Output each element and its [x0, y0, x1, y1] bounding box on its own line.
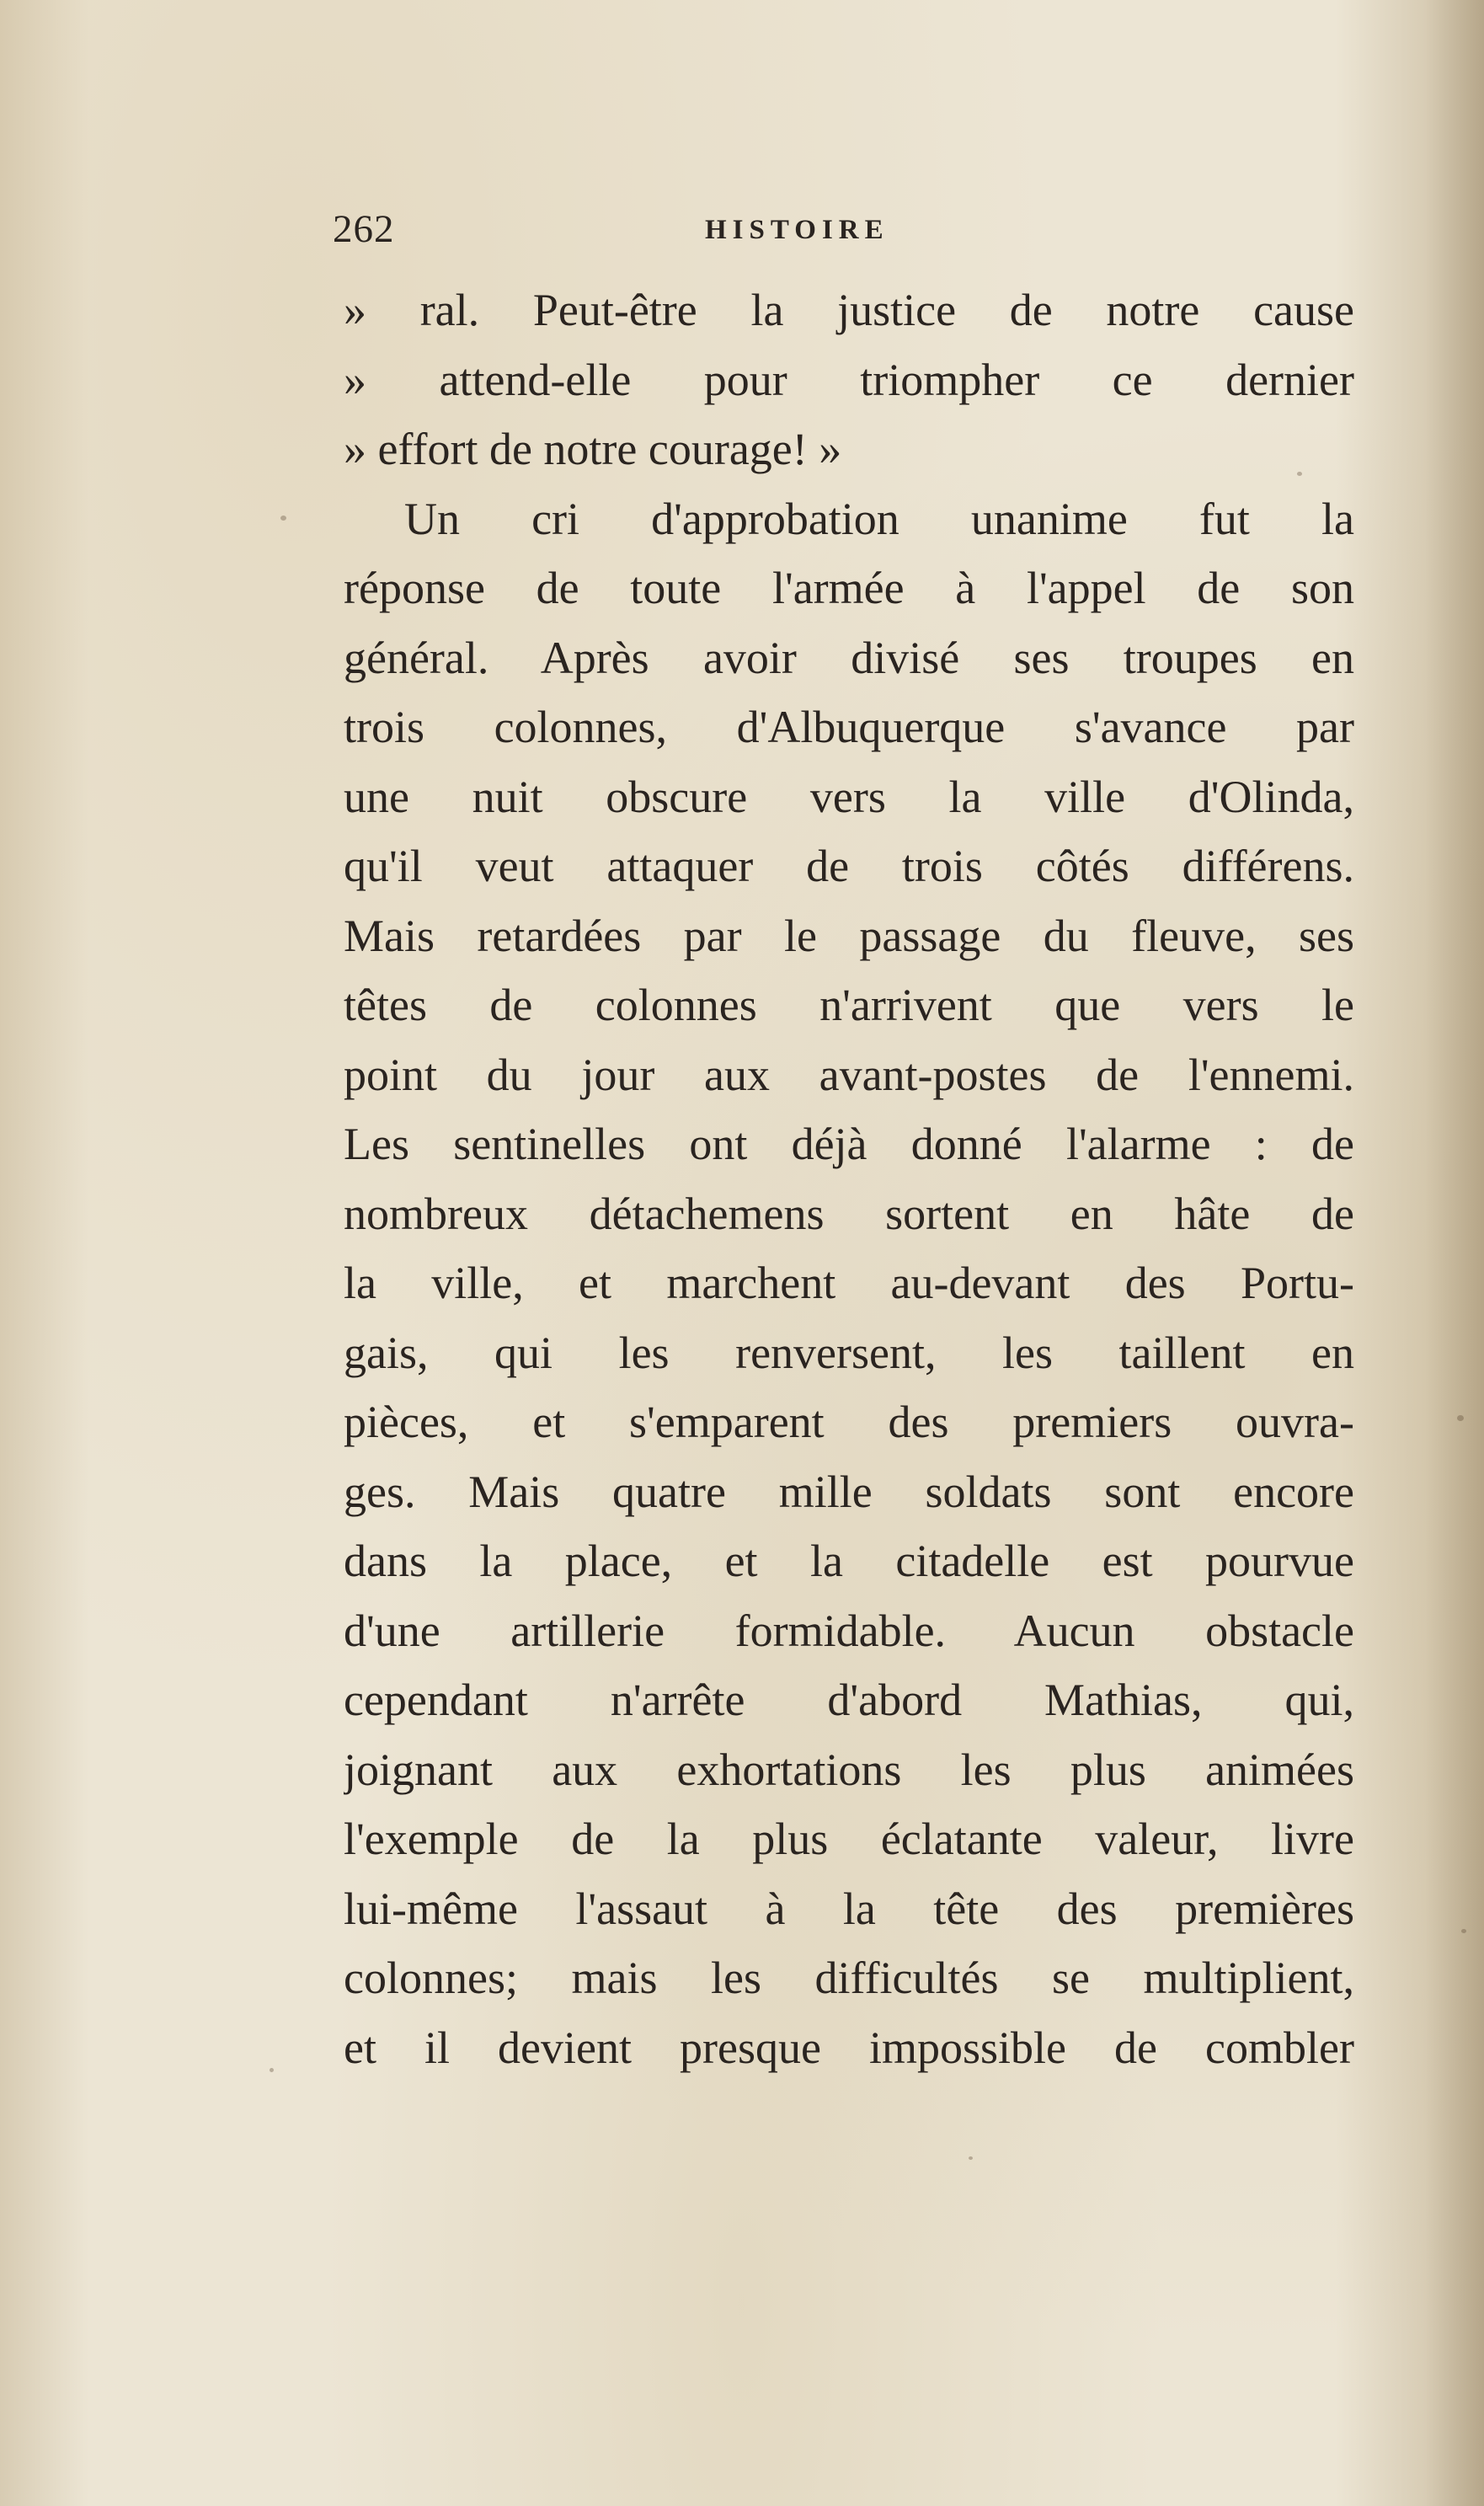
page-number: 262 [333, 207, 395, 251]
text-line: réponse de toute l'armée à l'appel de son [344, 563, 1354, 613]
text-line: nombreux détachemens sortent en hâte de [344, 1188, 1354, 1239]
text-line: d'une artillerie formidable. Aucun obstacle [344, 1605, 1354, 1656]
text-line: joignant aux exhortations les plus animées [344, 1744, 1354, 1795]
text-line: une nuit obscure vers la ville d'Olinda, [344, 771, 1354, 822]
text-line: qu'il veut attaquer de trois côtés différens. [344, 841, 1354, 891]
text-line: lui-même l'assaut à la tête des premières [344, 1883, 1354, 1934]
paper-speck [280, 516, 286, 521]
text-line: » effort de notre courage! » [344, 424, 842, 474]
text-line: gais, qui les renversent, les taillent en [344, 1327, 1354, 1378]
paper-speck [270, 2068, 274, 2072]
text-line: dans la place, et la citadelle est pourvue [344, 1536, 1354, 1586]
text-line: Les sentinelles ont déjà donné l'alarme : de [344, 1119, 1354, 1169]
page-edge-shadow [1425, 0, 1484, 2506]
text-line: » attend-elle pour triompher ce dernier [344, 354, 1354, 405]
text-line: colonnes; mais les difficultés se multiplient, [344, 1953, 1354, 2003]
text-line: Mais retardées par le passage du fleuve, ses [344, 910, 1354, 961]
text-line: ges. Mais quatre mille soldats sont encore [344, 1466, 1354, 1517]
text-line: général. Après avoir divisé ses troupes en [344, 632, 1354, 683]
text-line: têtes de colonnes n'arrivent que vers le [344, 980, 1354, 1030]
text-line: Un cri d'approbation unanime fut la [404, 493, 1354, 544]
running-title: HISTOIRE [705, 215, 889, 245]
text-line: point du jour aux avant-postes de l'ennemi. [344, 1049, 1354, 1100]
paper-speck [1457, 1415, 1464, 1421]
paper-speck [1297, 472, 1302, 476]
body-text [344, 275, 1354, 2082]
paper-speck [969, 2156, 973, 2160]
text-line: pièces, et s'emparent des premiers ouvra- [344, 1397, 1354, 1447]
text-line: trois colonnes, d'Albuquerque s'avance par [344, 702, 1354, 752]
running-head [333, 206, 1369, 253]
text-line: l'exemple de la plus éclatante valeur, livre [344, 1814, 1354, 1864]
paper-speck [1461, 1929, 1466, 1933]
text-line: et il devient presque impossible de combler [344, 2022, 1354, 2073]
text-line: » ral. Peut-être la justice de notre cause [344, 285, 1354, 335]
text-line: la ville, et marchent au-devant des Portu- [344, 1258, 1354, 1308]
text-line: cependant n'arrête d'abord Mathias, qui, [344, 1675, 1354, 1725]
